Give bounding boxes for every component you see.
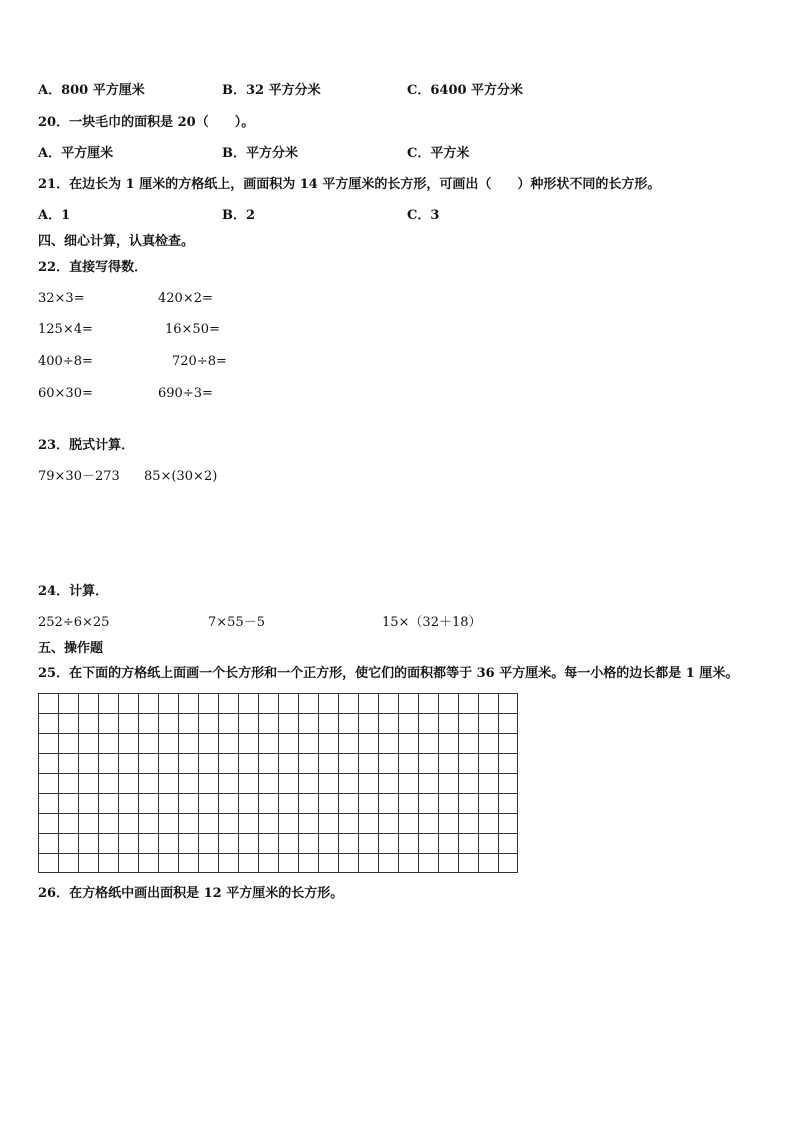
- grid-paper: [38, 693, 518, 873]
- q19-option-a: A．800 平方厘米: [38, 83, 145, 98]
- q22-item: 400÷8=: [38, 354, 93, 369]
- q20-option-c: C．平方米: [407, 146, 470, 161]
- q22-item: 420×2=: [158, 291, 213, 306]
- q24-item: 7×55－5: [208, 615, 265, 630]
- q23-stem: 23．脱式计算．: [38, 438, 135, 453]
- q21-option-b: B．2: [222, 208, 256, 223]
- q20-option-a: A．平方厘米: [38, 146, 114, 161]
- q20-option-b: B．平方分米: [222, 146, 298, 161]
- q23-item: 79×30－273: [38, 469, 120, 484]
- q21-option-c: C．3: [407, 208, 440, 223]
- q26-stem: 26．在方格纸中画出面积是 12 平方厘米的长方形。: [38, 886, 344, 901]
- q22-stem: 22．直接写得数．: [38, 260, 148, 275]
- q19-option-c: C．6400 平方分米: [407, 83, 524, 98]
- q22-item: 32×3=: [38, 291, 85, 306]
- q25-stem: 25．在下面的方格纸上面画一个长方形和一个正方形，使它们的面积都等于 36 平方厘米。每一小格的边长都是 1 厘米。: [38, 666, 739, 681]
- section-4-title: 四、细心计算，认真检查。: [38, 234, 195, 249]
- q19-option-b: B．32 平方分米: [222, 83, 321, 98]
- q24-stem: 24．计算．: [38, 584, 109, 599]
- section-5-title: 五、操作题: [38, 641, 104, 656]
- q22-item: 125×4=: [38, 322, 93, 337]
- q22-item: 720÷8=: [172, 354, 227, 369]
- q22-item: 60×30=: [38, 386, 93, 401]
- q21-stem: 21．在边长为 1 厘米的方格纸上，画面积为 14 平方厘米的长方形，可画出（ ）种形状不同的长方形。: [38, 177, 661, 192]
- q20-stem: 20．一块毛巾的面积是 20（ ）。: [38, 115, 255, 130]
- q22-item: 16×50=: [165, 322, 220, 337]
- q24-item: 252÷6×25: [38, 615, 110, 630]
- q21-option-a: A．1: [38, 208, 71, 223]
- q23-item: 85×(30×2): [144, 469, 218, 484]
- q22-item: 690÷3=: [158, 386, 213, 401]
- q24-item: 15×（32＋18）: [382, 615, 482, 630]
